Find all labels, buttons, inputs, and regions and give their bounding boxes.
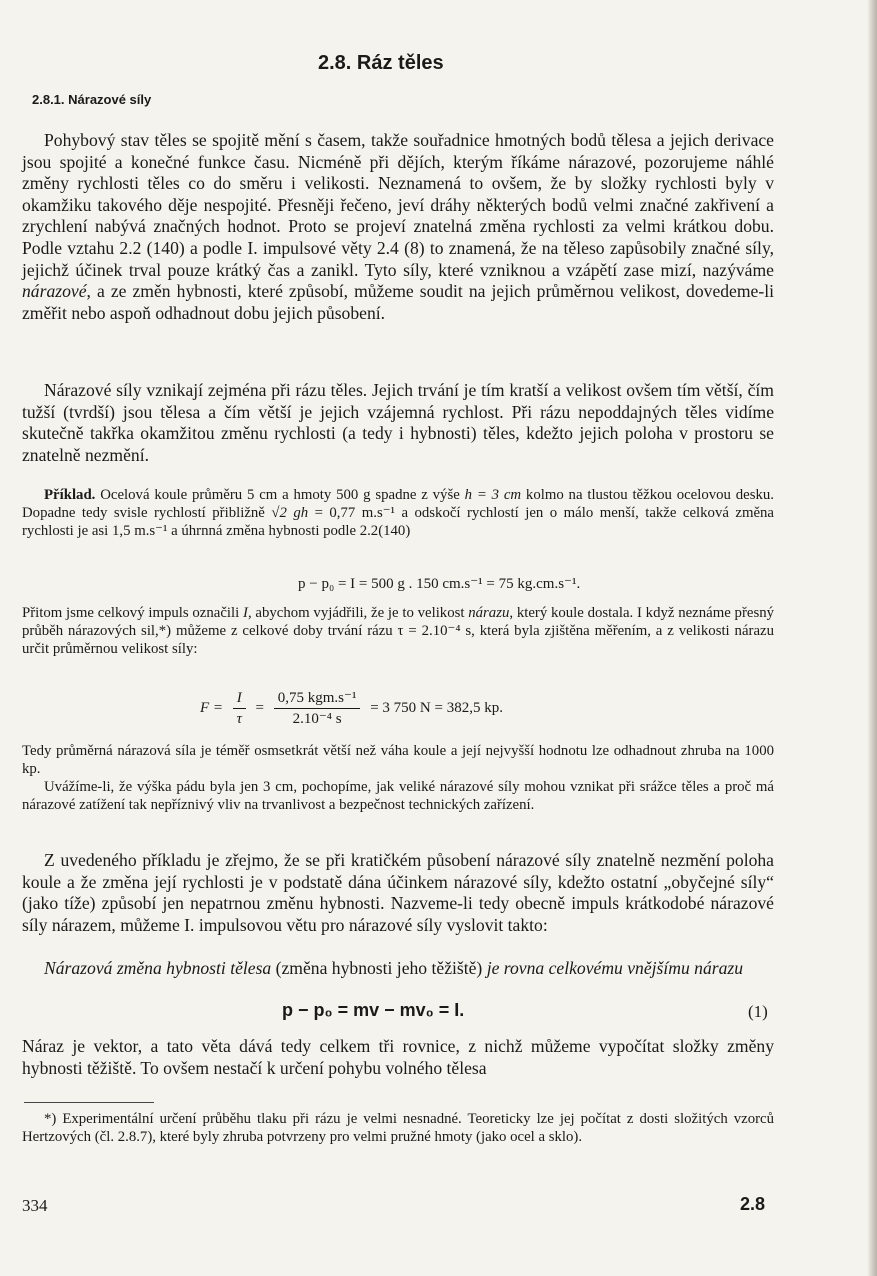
paragraph-vector: Náraz je vektor, a tato věta dává tedy celkem tři rovnice, z nichž můžeme vypočítat složky změny hybnosti těžiště. To ovšem nestačí k určení pohybu volného tělesa bbox=[22, 1036, 774, 1078]
fraction-2-denominator: 2.10⁻⁴ s bbox=[292, 711, 342, 727]
theorem-part-1: Nárazová změna hybnosti tělesa bbox=[44, 958, 272, 978]
footnote: *) Experimentální určení průběhu tlaku při rázu je velmi nesnadné. Teoreticky lze jej počítat z dosti složitých vzorců Hertzových (čl. 2.8.7), které byly zhruba potvrzeny pro velmi pružné hmoty (jako ocel a sklo). bbox=[22, 1111, 774, 1145]
running-head: 2.8 bbox=[740, 1194, 766, 1214]
paragraph-intro bbox=[22, 130, 774, 324]
example-text-1: Ocelová koule průměru 5 cm a hmoty 500 g spadne z výše bbox=[95, 487, 465, 503]
impulse-text-a: Přitom jsme celkový impuls označili bbox=[22, 605, 244, 621]
term-narazove: nárazové bbox=[22, 281, 87, 302]
impulse-text-b: , abychom vyjádřili, že je to velikost bbox=[247, 605, 469, 621]
example-text-2: kolmo na tlustou těžkou ocelovou desku. Dopadne tedy svisle rychlostí přibližně bbox=[22, 487, 774, 522]
force-equals: = bbox=[255, 699, 265, 716]
impulse-text-c: , který koule dostala. I když neznáme přesný průběh nárazových sil,*) můžeme z celkové doby trvání rázu τ = 2.10⁻⁴ s, která byla zjištěna měřením, a z velikosti nárazu určit průměrnou velikost síly: bbox=[22, 605, 774, 658]
example-paragraph bbox=[22, 486, 774, 541]
term-narazu: nárazu bbox=[468, 605, 510, 621]
fraction-values bbox=[274, 688, 361, 729]
example-consideration-paragraph: Uvážíme-li, že výška pádu byla jen 3 cm, pochopíme, jak veliké nárazové síly mohou vznikat při srážce těles a proč má nárazové zatížení tak nepříznivý vliv na trvanlivost a bezpečnost technických zařízení. bbox=[22, 779, 774, 814]
paragraph-impact-forces: Nárazové síly vznikají zejména při rázu těles. Jejich trvání je tím kratší a velikost ovšem tím větší, čím tužší (tvrdší) jsou tělesa a čím větší je jejich vzájemná rychlost. Při rázu nepoddajných těles vidíme skutečně takřka okamžitou změnu rychlosti (a tedy i hybnosti) těles, kdežto jejich poloha v prostoru se znatelně nezmění. bbox=[22, 380, 774, 465]
force-result: = 3 750 N = 382,5 kp. bbox=[370, 699, 503, 716]
section-title: 2.8. Ráz těles bbox=[318, 52, 444, 74]
page-number: 334 bbox=[22, 1196, 48, 1215]
impulse-symbol: I bbox=[243, 605, 248, 621]
fraction-2-numerator: 0,75 kgm.s⁻¹ bbox=[274, 688, 361, 709]
example-conclusion-paragraph: Tedy průměrná nárazová síla je téměř osmsetkrát větší než váha koule a její nejvyšší hodnotu lze odhadnout zhruba na 1000 kp. bbox=[22, 743, 774, 778]
paragraph-intro-tail-a: Tyto síly, které vzniknou a vzápětí zase mizí, nazýváme bbox=[364, 259, 774, 280]
paragraph-theorem-intro: Z uvedeného příkladu je zřejmo, že se při kratičkém působení nárazové síly znatelně nezmění poloha koule a že změna její rychlosti je v podstatě dána účinkem nárazové síly, kdežto ostatní „obyčejné síly“ (jako tíže) způsobí jen nepatrnou změnu hybnosti. Nazveme-li tedy obecně impuls krátkodobé nárazové síly nárazem, můžeme I. impulsovou větu pro nárazové síly vyslovit takto: bbox=[22, 850, 774, 935]
example-text-3: = 0,77 m.s⁻¹ a odskočí rychlostí jen o málo menší, takže celková změna rychlosti je asi 1,5 m.s⁻¹ a úhrnná změna hybnosti podle 2.2(140) bbox=[22, 505, 775, 540]
equation-momentum-change: p − p₀ = I = 500 g . 150 cm.s⁻¹ = 75 kg.cm.s⁻¹. bbox=[298, 576, 581, 592]
example-sqrt: √2 gh bbox=[271, 505, 309, 522]
footnote-rule bbox=[24, 1102, 154, 1103]
example-label: Příklad. bbox=[44, 487, 96, 503]
force-lhs: F = bbox=[200, 699, 224, 716]
equation-average-force bbox=[200, 688, 503, 729]
fraction-impulse-time bbox=[233, 688, 246, 729]
equation-number: (1) bbox=[748, 1002, 768, 1021]
paragraph-intro-text: Pohybový stav těles se spojitě mění s časem, takže souřadnice hmotných bodů tělesa a jejich derivace jsou spojité a konečné funkce času. Nicméně při dějích, kterým říkáme nárazové, pozorujeme náhlé změny rychlosti těles co do směru i velikosti. Neznamená to ovšem, že by složky rychlosti byly v okamžiku takového děje nespojité. Přesněji řečeno, jeví dráhy některých bodů velmi značné zakřivení a zrychlení nabývá značných hodnot. Proto se projeví znatelná změna rychlosti za velmi krátkou dobu. Podle vztahu 2.2 (140) a podle I. impulsové věty 2.4 (8) to znamená, že na těleso zapůsobily značné síly, jejichž účinek trval pouze krátký čas a zanikl. bbox=[22, 130, 774, 280]
page-edge-shadow bbox=[867, 0, 877, 1276]
fraction-1-denominator: τ bbox=[236, 711, 242, 727]
example-height: h = 3 cm bbox=[464, 487, 522, 503]
subsection-title: 2.8.1. Nárazové síly bbox=[32, 92, 152, 107]
theorem-statement bbox=[22, 958, 774, 980]
example-impulse-paragraph bbox=[22, 604, 774, 659]
fraction-1-numerator: I bbox=[233, 688, 246, 709]
main-equation bbox=[282, 1000, 464, 1021]
theorem-part-3: je rovna celkovému vnějšímu nárazu bbox=[486, 958, 744, 978]
theorem-part-2: (změna hybnosti jeho těžiště) bbox=[271, 958, 487, 978]
main-equation-text: p − p₀ = mv − mv₀ = I. bbox=[282, 1000, 465, 1020]
paragraph-intro-tail-b: , a ze změn hybnosti, které způsobí, můžeme soudit na jejich průměrnou velikost, dovedeme-li změřit nebo aspoň odhadnout dobu jejich působení. bbox=[22, 281, 774, 323]
